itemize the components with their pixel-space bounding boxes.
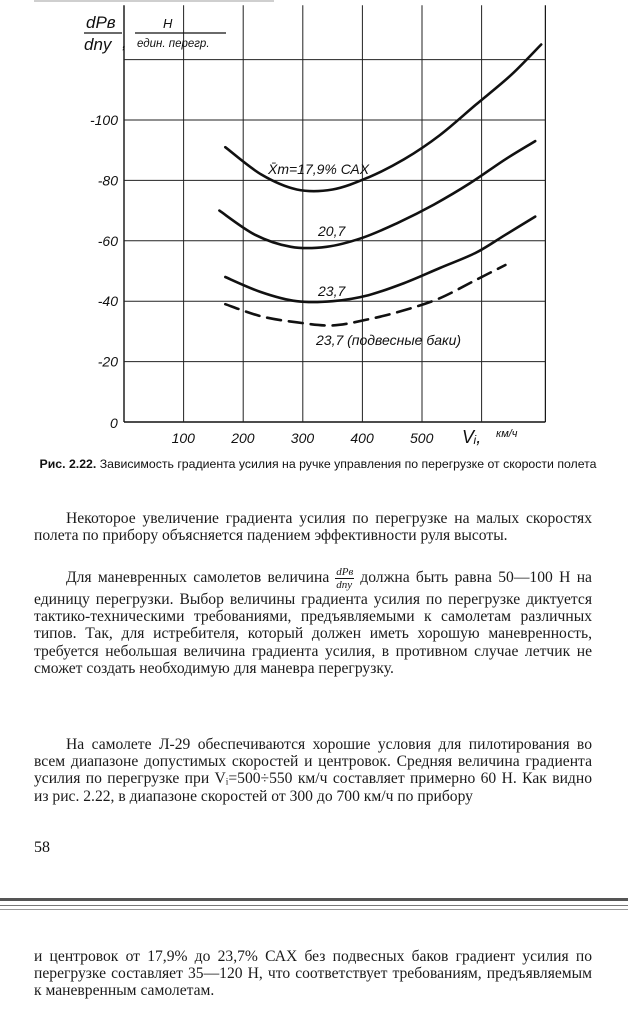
gradient-fraction — [335, 566, 354, 591]
x-tick-label: 200 — [231, 430, 255, 446]
y-tick-label: -100 — [89, 112, 118, 128]
paragraph-2 — [34, 566, 592, 677]
origin-label: 0 — [110, 415, 118, 431]
chart-grid — [124, 5, 545, 422]
y-unit-numerator: Н — [163, 16, 173, 31]
page-separator-line — [0, 905, 628, 906]
x-tick-label: 100 — [171, 430, 195, 446]
y-tick-label: -80 — [97, 172, 118, 189]
next-page-paragraph — [34, 948, 592, 1000]
x-tick-label: 400 — [350, 430, 374, 446]
y-tick-label: -40 — [97, 293, 118, 310]
paragraph-1 — [34, 510, 592, 544]
chart-series — [219, 45, 541, 326]
series-line-2 — [219, 141, 535, 248]
chart-axis-titles — [84, 13, 518, 447]
series-label-20-7: 20,7 — [318, 223, 346, 239]
x-axis-unit: км/ч — [496, 428, 518, 440]
paragraph-3 — [34, 736, 592, 805]
page-number: 58 — [34, 839, 50, 856]
paragraph-2-end: должна быть равна 50—100 Н на единицу перегрузки. Выбор величины градиента усилия по перегрузке диктуется тактико-техническими требованиями, предъявляемыми к самолетам различных типов. Так, для истребителя, который должен иметь хорошую маневренность, требуется небольшая величина градиента усилия, в противном случае летчик не сможет создать необходимую для маневра перегрузку. — [34, 569, 592, 677]
next-page-text: и центровок от 17,9% до 23,7% САХ без подвесных баков градиент усилия по перегрузке составляет 35—120 Н, что соответствует требованиям, предъявляемым к маневренным самолетам. — [34, 948, 592, 1000]
paragraph-3-text: На самолете Л-29 обеспечиваются хорошие условия для пилотирования во всем диапазоне допустимых скоростей и центровок. Средняя величина градиента усилия по перегрузке при Vᵢ=500÷550 км/ч составляет примерно 60 Н. Как видно из рис. 2.22, в диапазоне скоростей от 300 до 700 км/ч по прибору — [34, 736, 592, 805]
caption-label: Рис. 2.22. — [39, 457, 97, 471]
paragraph-1-text: Некоторое увеличение градиента усилия по перегрузке на малых скоростях полета по прибору объясняется падением эффективности руля высоты. — [34, 510, 592, 545]
y-tick-label: -60 — [97, 232, 118, 249]
fraction-denominator: dnу — [336, 579, 353, 591]
paragraph-2-start: Для маневренных самолетов величина — [66, 569, 330, 587]
chart-ticks — [90, 112, 434, 446]
fraction-numerator: dPв — [336, 566, 354, 578]
series-label-23-7-tanks: 23,7 (подвесные баки) — [316, 332, 462, 348]
y-axis-label-numerator: dPв — [86, 13, 116, 32]
series-label-17-9: X̄т=17,9% САХ — [268, 161, 370, 177]
svg-text:,: , — [122, 33, 127, 52]
y-tick-label: -20 — [97, 353, 118, 370]
y-unit-denominator: един. перегр. — [137, 38, 210, 50]
series-label-23-7: 23,7 — [318, 283, 346, 299]
chart — [0, 0, 628, 455]
caption-text: Зависимость градиента усилия на ручке управления по перегрузке от скорости полета — [99, 457, 597, 471]
x-tick-label: 500 — [410, 430, 434, 446]
figure-caption — [38, 457, 598, 472]
page-separator-line — [0, 909, 628, 910]
page-separator — [0, 898, 628, 901]
x-tick-label: 300 — [290, 430, 315, 446]
y-axis-label-denominator: dnу — [84, 35, 112, 54]
x-axis-label: Vᵢ, — [462, 427, 482, 447]
